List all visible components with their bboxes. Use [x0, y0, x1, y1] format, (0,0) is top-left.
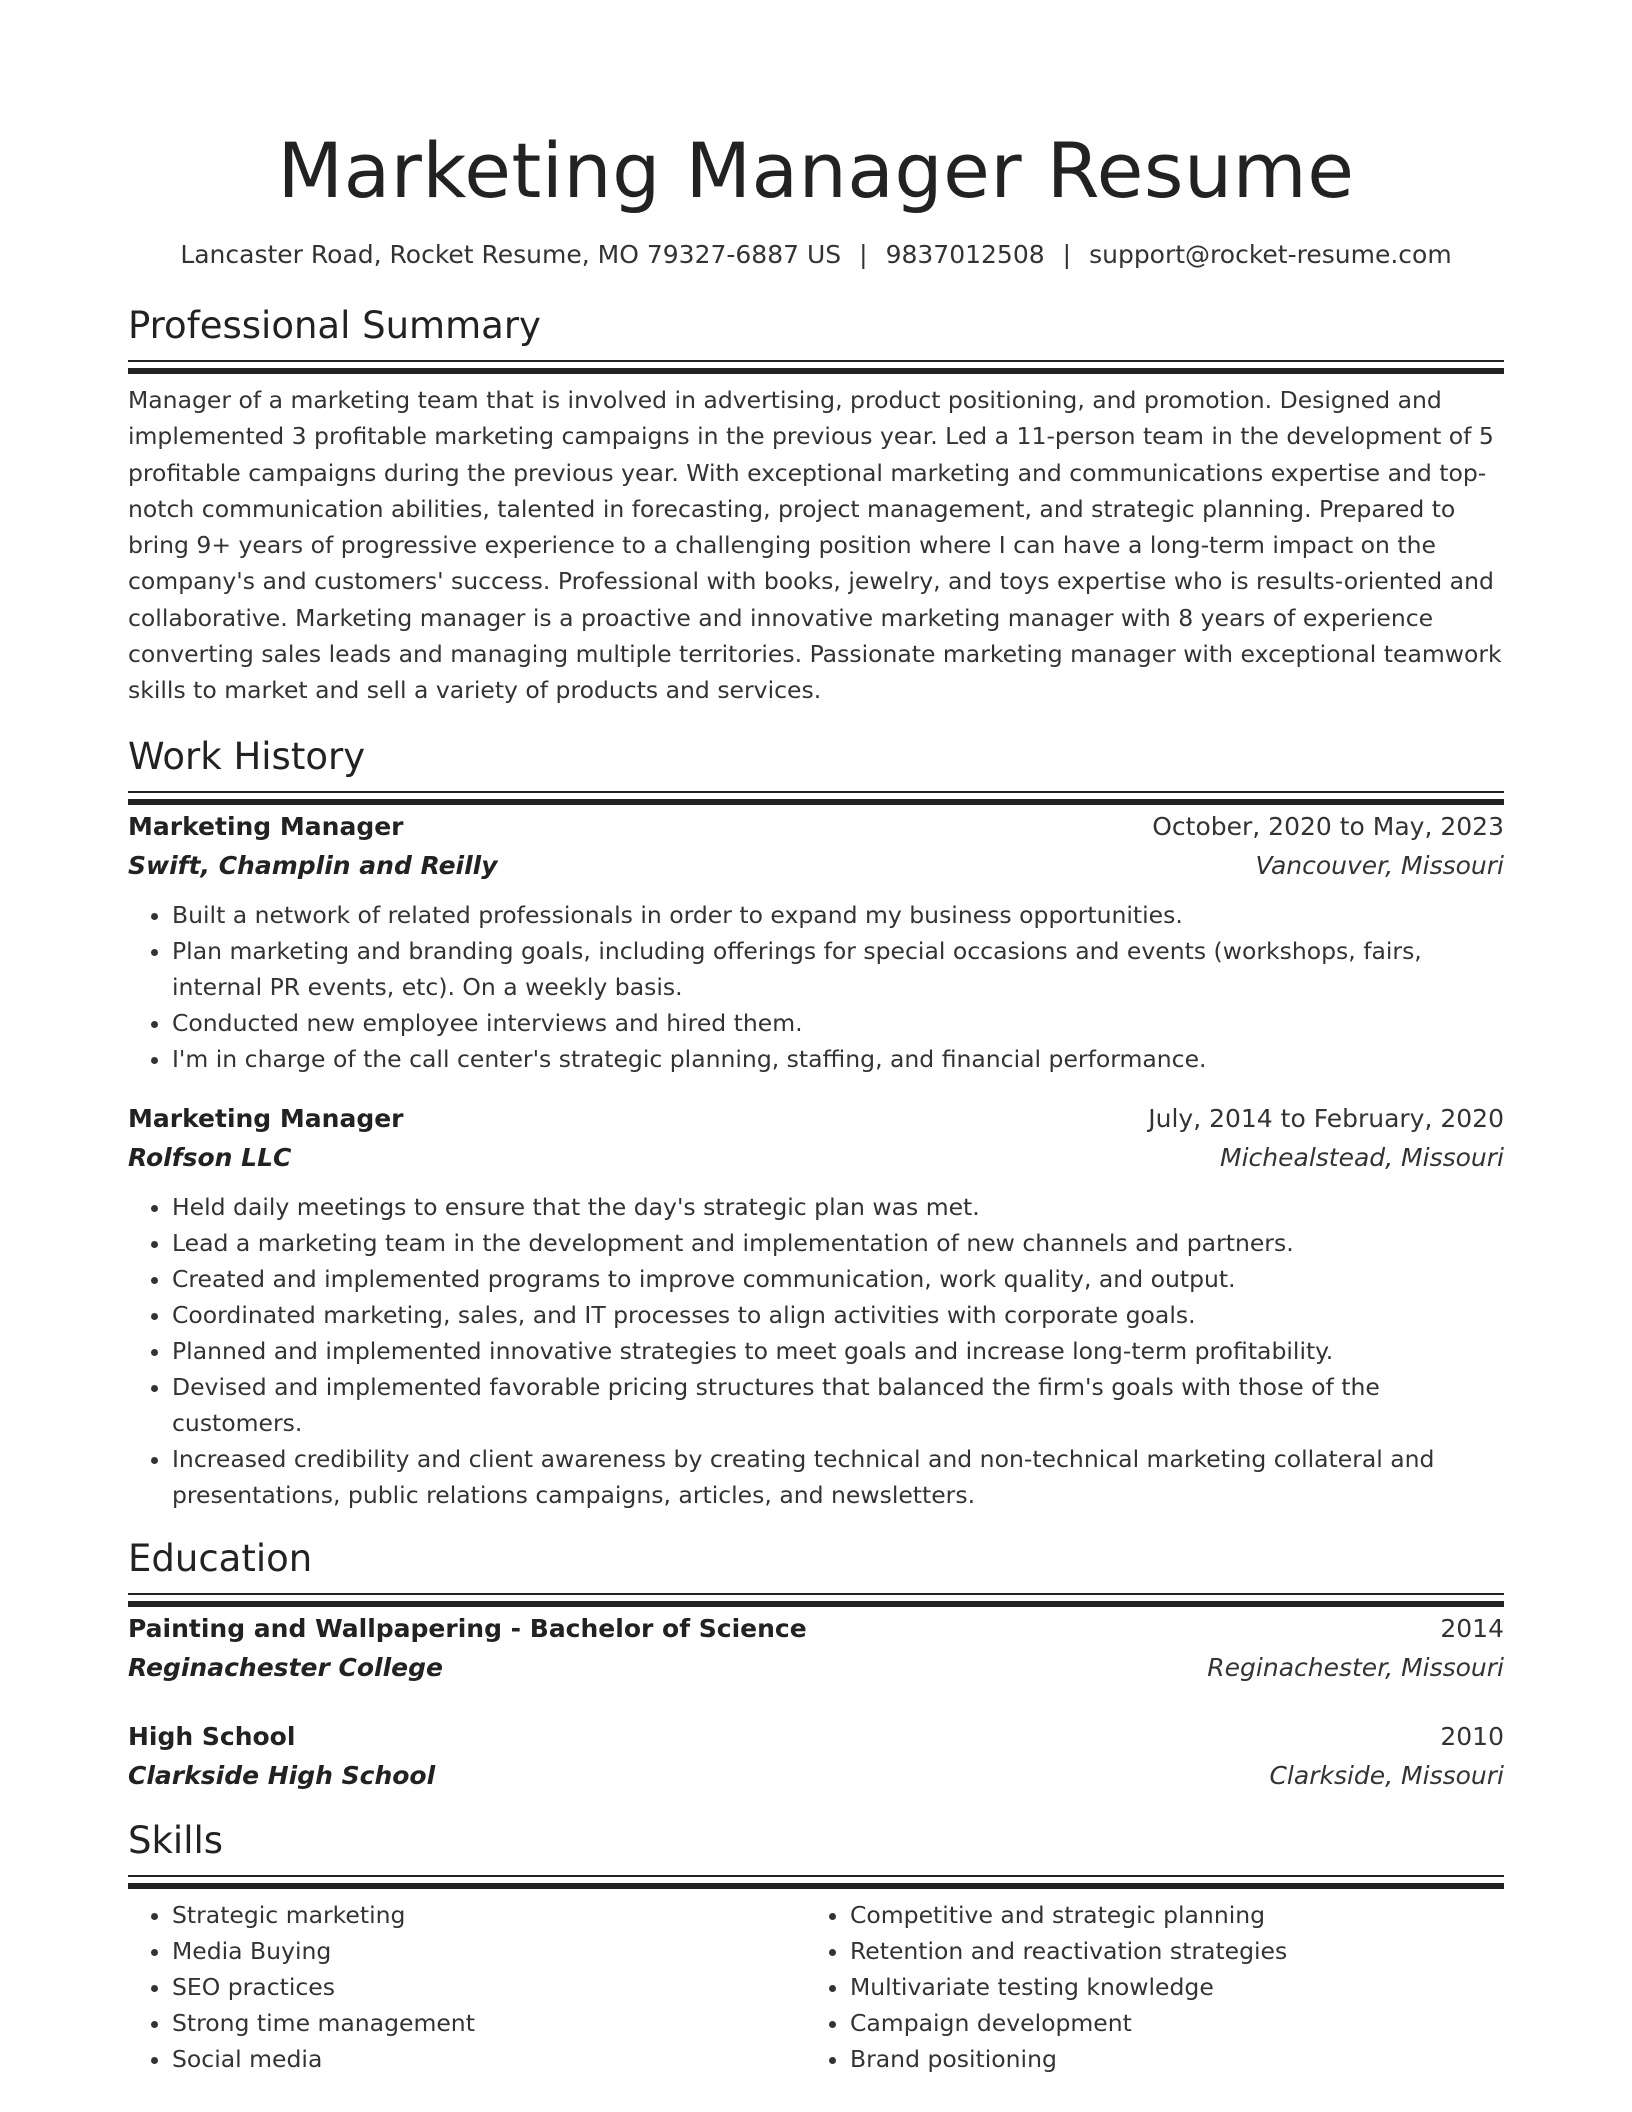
education-school: Clarkside High School	[128, 1760, 436, 1790]
job-entry	[128, 1099, 1504, 1513]
list-item: • Built a network of related professionals in order to expand my business opportunities.	[172, 897, 1504, 933]
contact-phone: 9837012508	[885, 240, 1045, 269]
list-item: • Planned and implemented innovative strategies to meet goals and increase long-term profitability.	[172, 1333, 1504, 1369]
section-divider	[128, 1593, 1504, 1595]
section-heading-summary: Professional Summary	[128, 304, 541, 347]
job-company: Swift, Champlin and Reilly	[128, 850, 498, 880]
job-dates: October, 2020 to May, 2023	[1152, 811, 1504, 841]
list-item: • Held daily meetings to ensure that the day's strategic plan was met.	[172, 1189, 1504, 1225]
list-item: • Brand positioning	[850, 2041, 1484, 2077]
skills-list	[128, 1897, 806, 2077]
job-bullets	[128, 897, 1504, 1077]
job-title: Marketing Manager	[128, 1103, 404, 1133]
section-heading-skills: Skills	[128, 1818, 224, 1862]
list-item: • Multivariate testing knowledge	[850, 1969, 1484, 2005]
job-bullets	[128, 1189, 1504, 1513]
list-item: • Retention and reactivation strategies	[850, 1933, 1484, 1969]
section-divider	[128, 1875, 1504, 1877]
job-company: Rolfson LLC	[128, 1142, 292, 1172]
section-divider	[128, 360, 1504, 362]
list-item: • I'm in charge of the call center's strategic planning, staffing, and financial performance.	[172, 1041, 1504, 1077]
summary-text: Manager of a marketing team that is involved in advertising, product positioning, and promotion. Designed and implemented 3 profitable marketing campaigns in the previous year. Led a 11-person team in the development of 5 profitable campaigns during the previous year. With exceptional marketing and communications expertise and top-notch communication abilities, talented in forecasting, project management, and strategic planning. Prepared to bring 9+ years of progressive experience to a challenging position where I can have a long-term impact on the company's and customers' success. Professional with books, jewelry, and toys expertise who is results-oriented and collaborative. Marketing manager is a proactive and innovative marketing manager with 8 years of experience converting sales leads and managing multiple territories. Passionate marketing manager with exceptional teamwork skills to market and sell a variety of products and services.	[128, 386, 1502, 705]
education-degree: High School	[128, 1721, 296, 1751]
list-item: • Devised and implemented favorable pricing structures that balanced the firm's goals with those of the customers.	[172, 1369, 1504, 1441]
skills-grid	[128, 1883, 1504, 2077]
education-entry	[128, 1609, 1504, 1687]
list-item: • Campaign development	[850, 2005, 1484, 2041]
list-item: • Strategic marketing	[172, 1897, 806, 1933]
list-item: • Created and implemented programs to improve communication, work quality, and output.	[172, 1261, 1504, 1297]
contact-email: support@rocket-resume.com	[1089, 240, 1452, 269]
section-heading-education: Education	[128, 1536, 313, 1580]
education-location: Reginachester, Missouri	[1207, 1652, 1504, 1682]
contact-address: Lancaster Road, Rocket Resume, MO 79327-6887 US	[180, 240, 842, 269]
list-item: • Coordinated marketing, sales, and IT processes to align activities with corporate goals.	[172, 1297, 1504, 1333]
resume-page	[128, 0, 1504, 2077]
list-item: • SEO practices	[172, 1969, 806, 2005]
list-item: • Competitive and strategic planning	[850, 1897, 1484, 1933]
job-title: Marketing Manager	[128, 811, 404, 841]
education-year: 2010	[1440, 1721, 1504, 1751]
list-item: • Strong time management	[172, 2005, 806, 2041]
job-location: Vancouver, Missouri	[1255, 850, 1504, 880]
list-item: • Media Buying	[172, 1933, 806, 1969]
skills-column-left	[128, 1883, 806, 2077]
resume-title: Marketing Manager Resume	[277, 126, 1355, 215]
list-item: • Plan marketing and branding goals, including offerings for special occasions and events (workshops, fairs, internal PR events, etc). On a weekly basis.	[172, 933, 1504, 1005]
list-item: • Increased credibility and client awareness by creating technical and non-technical marketing collateral and presentations, public relations campaigns, articles, and newsletters.	[172, 1441, 1504, 1513]
skills-list	[806, 1897, 1484, 2077]
job-dates: July, 2014 to February, 2020	[1148, 1103, 1504, 1133]
education-entry	[128, 1717, 1504, 1795]
skills-column-right	[806, 1883, 1484, 2077]
education-degree: Painting and Wallpapering - Bachelor of Science	[128, 1613, 807, 1643]
job-entry	[128, 807, 1504, 1077]
section-divider	[128, 791, 1504, 793]
contact-separator: |	[859, 240, 868, 269]
list-item: • Lead a marketing team in the development and implementation of new channels and partners.	[172, 1225, 1504, 1261]
contact-line	[128, 238, 1504, 272]
education-school: Reginachester College	[128, 1652, 443, 1682]
list-item: • Conducted new employee interviews and hired them.	[172, 1005, 1504, 1041]
job-location: Michealstead, Missouri	[1220, 1142, 1504, 1172]
education-year: 2014	[1440, 1613, 1504, 1643]
list-item: • Social media	[172, 2041, 806, 2077]
education-location: Clarkside, Missouri	[1269, 1760, 1504, 1790]
contact-separator: |	[1062, 240, 1072, 269]
section-heading-work: Work History	[128, 734, 366, 778]
